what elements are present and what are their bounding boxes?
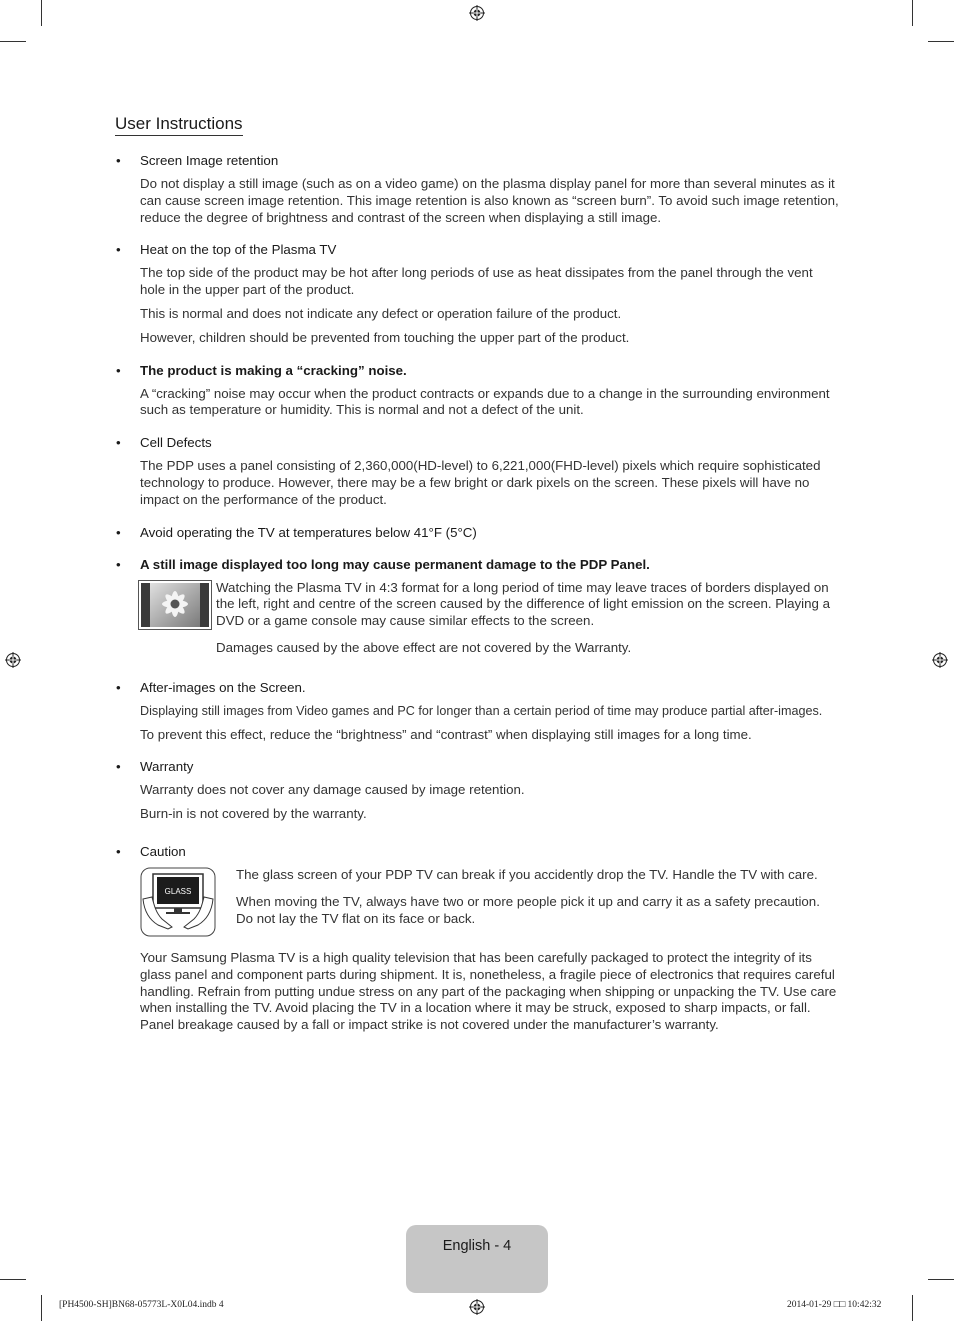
- crop-mark: [928, 1279, 954, 1280]
- bullet: •: [116, 759, 121, 775]
- paragraph: The top side of the product may be hot after long periods of use as heat dissipates from the panel through the vent hole in the upper part of the product.: [140, 265, 813, 298]
- section-heading: • Screen Image retention: [116, 153, 279, 168]
- section-heading: • The product is making a “cracking” noise.: [116, 362, 407, 378]
- page-number-tab: [406, 1225, 548, 1293]
- paragraph: Your Samsung Plasma TV is a high quality television that has been carefully packaged to protect the integrity of its glass panel and component parts during shipment. It is, nonetheless, a fragile piece of electronics that requires careful handling. Refrain from putting undue stress on any part of the packaging when shipping or unpacking the TV. Use care when installing the TV. Avoid placing the TV in a location where it may be struck, exposed to sharp impacts, or fall. Panel breakage caused by a fall or impact strike is not covered under the manufacturer’s warranty.: [140, 949, 837, 1033]
- paragraph: Warranty does not cover any damage caused by image retention.: [140, 782, 525, 798]
- section-cell-defects: [116, 434, 840, 508]
- section-heading: • Warranty: [116, 759, 194, 775]
- slug-filename: [PH4500-SH]BN68-05773L-X0L04.indb 4: [59, 1300, 224, 1310]
- crop-mark: [0, 1279, 26, 1280]
- glass-tv-hands-icon: [140, 867, 236, 942]
- section-cracking-noise: [116, 362, 840, 420]
- section-heading: • Heat on the top of the Plasma TV: [116, 242, 337, 258]
- crop-mark: [912, 0, 913, 26]
- caution-text: [236, 867, 840, 942]
- paragraph: This is normal and does not indicate any defect or operation failure of the product.: [140, 305, 622, 321]
- tv-4-3-illustration: [138, 580, 210, 664]
- crop-mark: [928, 41, 954, 42]
- registration-mark-icon: [469, 1299, 485, 1315]
- section-after-images: [116, 679, 840, 744]
- paragraph: When moving the TV, always have two or more people pick it up and carry it as a safety precaution. Do not lay the TV flat on its face or back.: [236, 893, 820, 926]
- still-image-text: [210, 580, 840, 664]
- paragraph: The PDP uses a panel consisting of 2,360,000(HD-level) to 6,221,000(FHD-level) pixels which require sophisticated technology to produce. However, there may be a few bright or dark pixels on the screen. These pixels will have no impact on the performance of the product.: [140, 458, 821, 507]
- paragraph: Burn-in is not covered by the warranty.: [140, 806, 367, 822]
- bullet: •: [116, 556, 121, 572]
- registration-mark-icon: [932, 652, 948, 668]
- crop-mark: [912, 1295, 913, 1321]
- instructions-body: [116, 152, 840, 1049]
- bullet: •: [116, 362, 121, 378]
- crop-mark: [41, 1295, 42, 1321]
- bullet: •: [116, 843, 121, 859]
- section-caution: [116, 843, 840, 1034]
- bullet: •: [116, 524, 121, 540]
- bullet: •: [116, 679, 121, 695]
- paragraph: Damages caused by the above effect are not covered by the Warranty.: [216, 639, 632, 655]
- page-number: English - 4: [442, 1238, 512, 1254]
- bullet: •: [116, 242, 121, 258]
- section-still-image: [116, 556, 840, 664]
- bullet: •: [116, 435, 121, 451]
- registration-mark-icon: [469, 5, 485, 21]
- section-heat: [116, 241, 840, 346]
- caution-row: [116, 867, 840, 942]
- crop-mark: [41, 0, 42, 26]
- section-warranty: [116, 758, 840, 823]
- still-image-row: [116, 580, 840, 664]
- glass-label: GLASS: [164, 886, 192, 896]
- bullet: •: [116, 153, 121, 168]
- section-heading: • Cell Defects: [116, 435, 212, 451]
- slug-timestamp: 2014-01-29 □□ 10:42:32: [787, 1300, 882, 1310]
- section-heading: • Avoid operating the TV at temperatures below 41°F (5°C): [116, 524, 477, 540]
- section-screen-image-retention: [116, 152, 840, 226]
- registration-mark-icon: [5, 652, 21, 668]
- section-heading: • A still image displayed too long may cause permanent damage to the PDP Panel.: [116, 556, 650, 572]
- paragraph: However, children should be prevented from touching the upper part of the product.: [140, 329, 630, 345]
- tv-flower-icon: [138, 580, 212, 630]
- paragraph: A “cracking” noise may occur when the product contracts or expands due to a change in the surrounding environment such as temperature or humidity. This is normal and not a defect of the unit.: [140, 385, 830, 418]
- paragraph: Watching the Plasma TV in 4:3 format for a long period of time may leave traces of borders displayed on the left, right and centre of the screen caused by the difference of light emission on the screen. Playing a DVD or a game console may cause similar effects to the screen.: [216, 579, 830, 629]
- paragraph: The glass screen of your PDP TV can break if you accidently drop the TV. Handle the TV with care.: [236, 866, 818, 882]
- section-heading: • After-images on the Screen.: [116, 679, 306, 695]
- paragraph: To prevent this effect, reduce the “brightness” and “contrast” when displaying still images for a long time.: [140, 726, 752, 742]
- page-title: User Instructions: [115, 113, 243, 136]
- section-temperature: [116, 524, 840, 541]
- section-heading: • Caution: [116, 843, 186, 859]
- crop-mark: [0, 41, 26, 42]
- paragraph: Displaying still images from Video games and PC for longer than a certain period of time may produce partial after-images.: [140, 703, 823, 718]
- paragraph: Do not display a still image (such as on a video game) on the plasma display panel for more than several minutes as it can cause screen image retention. This image retention is also known as “screen burn”. To avoid such image retention, reduce the degree of brightness and contrast of the screen when displaying a still image.: [140, 176, 839, 225]
